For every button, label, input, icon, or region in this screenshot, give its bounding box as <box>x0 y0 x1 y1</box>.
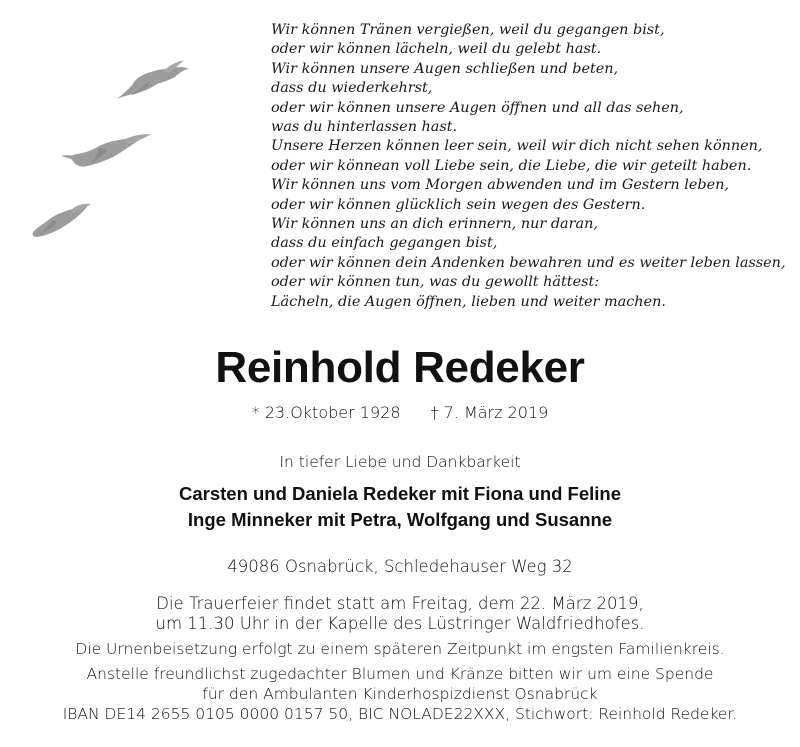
donation-line: für den Ambulanten Kinderhospizdienst Osnabrück <box>202 685 598 703</box>
poem-line: oder wir könnean voll Liebe sein, die Liebe, die wir geteilt haben. <box>271 157 752 174</box>
ceremony-line: Die Trauerfeier findet statt am Freitag, dem 22. März 2019, <box>156 594 644 613</box>
bank-details: IBAN DE14 2655 0105 0000 0157 50, BIC NOLADE22XXX, Stichwort: Reinhold Redeker. <box>62 705 738 723</box>
life-dates <box>0 402 800 424</box>
burial-note: Die Urnenbeisetzung erfolgt zu einem späteren Zeitpunkt im engsten Familienkreis. <box>75 640 725 658</box>
goose-icon-3 <box>33 204 91 237</box>
poem-line: oder wir können lächeln, weil du gelebt hast. <box>271 41 602 58</box>
poem-line: Unsere Herzen können leer sein, weil wir dich nicht sehen können, <box>271 138 763 155</box>
deceased-name: Reinhold Redeker <box>215 343 585 392</box>
poem-line: was du hinterlassen hast. <box>271 119 458 136</box>
poem-line: dass du wiederkehrst, <box>271 80 433 97</box>
ceremony-line: um 11.30 Uhr in der Kapelle des Lüstringer Waldfriedhofes. <box>155 614 645 633</box>
poem-line: oder wir können tun, was du gewollt hättest: <box>271 274 600 291</box>
family-line: Inge Minneker mit Petra, Wolfgang und Susanne <box>187 509 613 530</box>
dedication: In tiefer Liebe und Dankbarkeit <box>279 453 521 471</box>
goose-icon-2 <box>61 134 151 167</box>
poem-line: Wir können unsere Augen schließen und beten, <box>271 60 619 77</box>
family-line: Carsten und Daniela Redeker mit Fiona und Feline <box>178 483 622 504</box>
death-date: † 7. März 2019 <box>430 403 549 422</box>
poem-line: Wir können Tränen vergießen, weil du gegangen bist, <box>271 22 665 38</box>
poem-line: dass du einfach gegangen bist, <box>271 235 498 252</box>
poem-line: oder wir können glücklich sein wegen des Gestern. <box>271 196 646 213</box>
poem-line: Wir können uns vom Morgen abwenden und im Gestern leben, <box>271 177 729 194</box>
poem-line: Lächeln, die Augen öffnen, lieben und weiter machen. <box>271 293 666 310</box>
birth-date: * 23.Oktober 1928 <box>251 403 401 422</box>
donation-line: Anstelle freundlichst zugedachter Blumen und Kränze bitten wir um eine Spende <box>86 665 714 683</box>
poem <box>271 21 791 312</box>
poem-line: oder wir können dein Andenken bewahren und es weiter leben lassen, <box>271 254 786 271</box>
flying-geese-icon <box>25 60 245 250</box>
address: 49086 Osnabrück, Schledehauser Weg 32 <box>227 557 573 576</box>
poem-line: Wir können uns an dich erinnern, nur daran, <box>271 216 598 233</box>
poem-line: oder wir können unsere Augen öffnen und all das sehen, <box>271 99 684 116</box>
goose-icon-1 <box>117 60 189 99</box>
